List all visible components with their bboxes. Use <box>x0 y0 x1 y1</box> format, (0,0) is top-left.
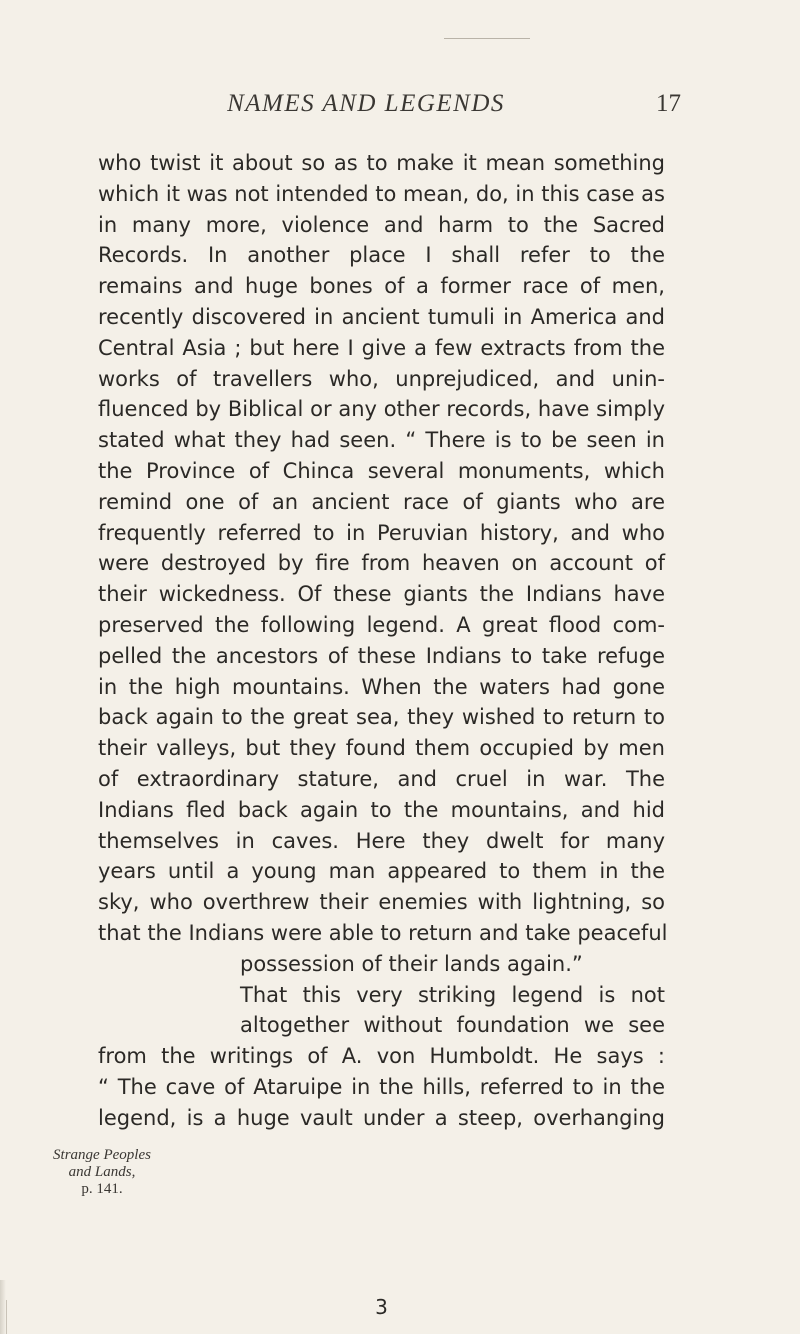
text-line: the Province of Chinca several monuments, which <box>98 458 665 483</box>
text-line: preserved the following legend. A great flood com- <box>98 612 665 637</box>
margin-note-page: p. 141. <box>81 1181 123 1197</box>
body-text <box>98 148 668 1134</box>
page-number: 17 <box>656 90 681 117</box>
text-line: which it was not intended to mean, do, in this case as <box>98 181 665 206</box>
text-line: themselves in caves. Here they dwelt for many <box>98 828 665 853</box>
text-line: Records. In another place I shall refer to the <box>98 243 665 268</box>
text-line: Indians fled back again to the mountains, and hid <box>98 797 665 822</box>
text-line: pelled the ancestors of these Indians to take refuge <box>98 643 665 668</box>
signature-mark: 3 <box>375 1295 388 1319</box>
text-line: that the Indians were able to return and take peaceful <box>98 920 668 945</box>
text-line: back again to the great sea, they wished to return to <box>98 705 665 730</box>
text-line: remains and huge bones of a former race of men, <box>98 274 665 299</box>
running-title: NAMES AND LEGENDS <box>227 90 505 117</box>
text-line: remind one of an ancient race of giants who are <box>98 489 665 514</box>
text-line-indented: altogether without foundation we see <box>240 1013 665 1038</box>
text-line: sky, who overthrew their enemies with lightning, so <box>98 890 665 915</box>
text-line: fluenced by Biblical or any other records, have simply <box>98 397 665 422</box>
text-line: Central Asia ; but here I give a few extracts from the <box>98 335 665 360</box>
running-head <box>0 90 800 130</box>
text-line: years until a young man appeared to them in the <box>98 859 665 884</box>
text-line: their valleys, but they found them occupied by men <box>98 736 665 761</box>
margin-note-title: Strange Peoples <box>53 1147 151 1163</box>
text-line: “ The cave of Ataruipe in the hills, referred to in the <box>98 1074 665 1099</box>
text-line: were destroyed by fire from heaven on account of <box>98 551 665 576</box>
text-line: of extraordinary stature, and cruel in war. The <box>98 766 665 791</box>
margin-note <box>46 1147 158 1198</box>
page-edge-line <box>6 1300 7 1334</box>
text-line-indented: possession of their lands again.” <box>240 951 583 976</box>
text-line: from the writings of A. von Humboldt. He says : <box>98 1044 665 1069</box>
text-line: in many more, violence and harm to the Sacred <box>98 212 665 237</box>
text-line: who twist it about so as to make it mean something <box>98 151 665 175</box>
text-line: in the high mountains. When the waters had gone <box>98 674 665 699</box>
text-line: recently discovered in ancient tumuli in America and <box>98 304 665 329</box>
text-line: their wickedness. Of these giants the Indians have <box>98 582 665 607</box>
text-line: frequently referred to in Peruvian history, and who <box>98 520 665 545</box>
text-line: legend, is a huge vault under a steep, overhanging <box>98 1105 665 1130</box>
top-rule <box>444 38 530 39</box>
text-line: stated what they had seen. “ There is to be seen in <box>98 428 665 453</box>
margin-note-subtitle: and Lands, <box>68 1164 136 1180</box>
text-line: works of travellers who, unprejudiced, and unin- <box>98 366 665 391</box>
text-line-indented: That this very striking legend is not <box>240 982 665 1007</box>
